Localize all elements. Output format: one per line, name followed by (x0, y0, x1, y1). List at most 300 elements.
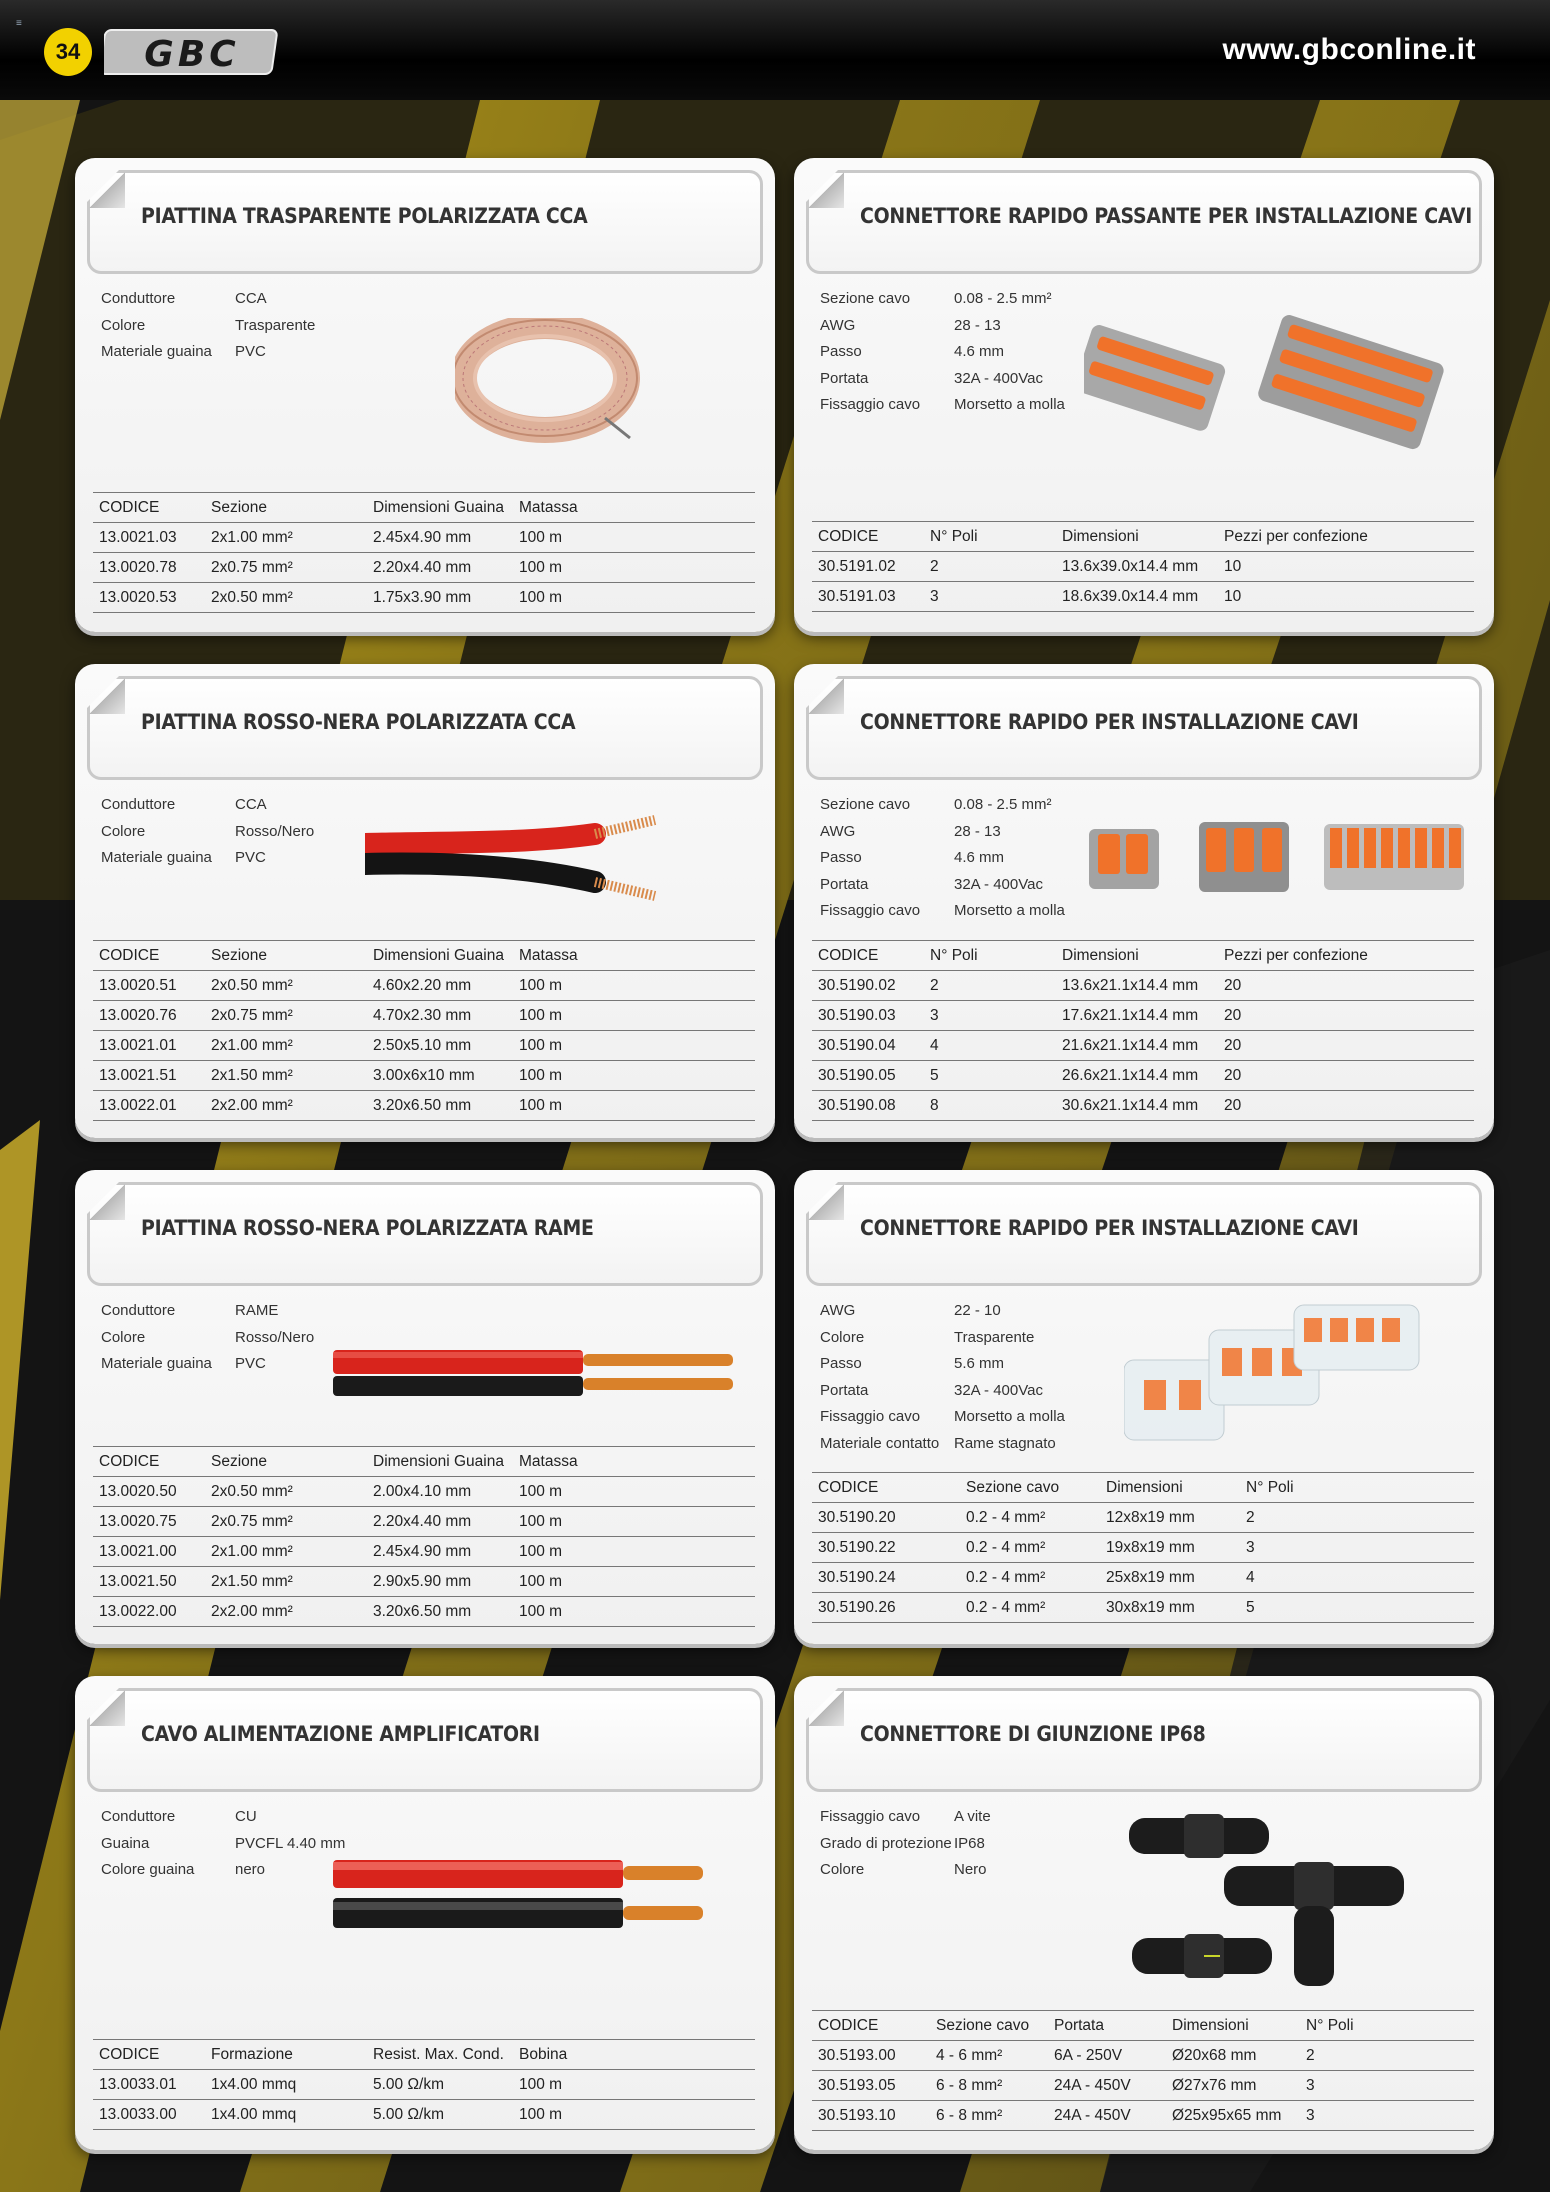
table-header-cell: Dimensioni (1172, 2017, 1249, 2034)
table-cell: 24A - 450V (1054, 2107, 1131, 2124)
table-cell: 24A - 450V (1054, 2077, 1131, 2094)
folded-corner (808, 678, 844, 714)
table-header-cell: CODICE (99, 947, 160, 964)
table-header (93, 2039, 755, 2069)
table-header-cell: Dimensioni Guaina (373, 947, 504, 964)
table-header (93, 940, 755, 970)
spec-value: 32A - 400Vac (954, 875, 1043, 893)
table-cell: 20 (1224, 1037, 1242, 1054)
table-cell: Ø27x76 mm (1172, 2077, 1257, 2094)
table-row (812, 1090, 1474, 1121)
table-cell: 100 m (519, 1513, 563, 1530)
spec-value: 4.6 mm (954, 343, 1005, 360)
table-header-cell: Sezione cavo (966, 1479, 1060, 1496)
spec-value: 32A - 400Vac (954, 1381, 1043, 1399)
product-title: CONNETTORE RAPIDO PASSANTE PER INSTALLAZIONE CAVI (860, 204, 1473, 228)
table-cell: 18.6x39.0x14.4 mm (1062, 588, 1199, 605)
table-header-cell: CODICE (99, 2046, 160, 2063)
table-cell: 2x2.00 mm² (211, 1097, 293, 1114)
table-header-cell: CODICE (818, 2017, 879, 2034)
table-cell: 13.0021.51 (99, 1067, 177, 1084)
spec-value: PVCFL 4.40 mm (235, 1834, 346, 1852)
table-cell: 100 m (519, 1483, 563, 1500)
table-row (93, 1476, 755, 1506)
table-cell: 19x8x19 mm (1106, 1539, 1195, 1556)
table-cell: 4.70x2.30 mm (373, 1007, 472, 1024)
table-cell: 13.0020.76 (99, 1007, 177, 1024)
table-cell: 13.0033.01 (99, 2076, 177, 2093)
pass-through-connector-image (1084, 303, 1474, 473)
table-header (812, 940, 1474, 970)
table-cell: 13.0021.03 (99, 529, 177, 546)
product-title: CAVO ALIMENTAZIONE AMPLIFICATORI (141, 1722, 540, 1746)
table-cell: 4 (930, 1037, 939, 1054)
spec-label: Conduttore (101, 796, 176, 813)
table-cell: 3 (1246, 1539, 1255, 1556)
table-cell: 13.0022.00 (99, 1603, 177, 1620)
transparent-connector-image (1124, 1300, 1424, 1450)
table-cell: 13.6x21.1x14.4 mm (1062, 977, 1199, 994)
table-cell: Ø25x95x65 mm (1172, 2107, 1282, 2124)
spec-value: CU (235, 1808, 257, 1825)
product-card (75, 158, 775, 632)
table-cell: 0.2 - 4 mm² (966, 1599, 1046, 1616)
table-cell: 26.6x21.1x14.4 mm (1062, 1067, 1199, 1084)
table-cell: 100 m (519, 1603, 563, 1620)
table-header-cell: Dimensioni Guaina (373, 1453, 504, 1470)
lever-connector-image (1084, 804, 1474, 914)
table-cell: 30.5193.10 (818, 2107, 896, 2124)
product-title: CONNETTORE RAPIDO PER INSTALLAZIONE CAVI (860, 710, 1359, 734)
table-cell: 13.6x39.0x14.4 mm (1062, 558, 1199, 575)
spec-value: Trasparente (954, 1328, 1035, 1346)
spec-label: Conduttore (101, 1302, 176, 1319)
table-cell: 1x4.00 mmq (211, 2106, 297, 2123)
folded-corner (808, 1184, 844, 1220)
table-cell: 2 (930, 558, 939, 575)
spec-list (820, 1804, 991, 1884)
table-cell: 2x0.75 mm² (211, 559, 293, 576)
table-cell: 0.2 - 4 mm² (966, 1569, 1046, 1586)
spec-label: Portata (820, 875, 869, 893)
table-header (93, 1446, 755, 1476)
gbc-logo (104, 26, 280, 78)
spec-value: 28 - 13 (954, 822, 1001, 840)
table-cell: 0.2 - 4 mm² (966, 1509, 1046, 1526)
table-cell: 100 m (519, 589, 563, 606)
spec-list (101, 286, 315, 366)
table-cell: 30.6x21.1x14.4 mm (1062, 1097, 1199, 1114)
folded-corner (808, 172, 844, 208)
table-cell: 25x8x19 mm (1106, 1569, 1195, 1586)
table-header-cell: Sezione (211, 1453, 268, 1470)
table-cell: 30.5190.04 (818, 1037, 896, 1054)
product-table (93, 492, 755, 613)
table-cell: 4 (1246, 1569, 1255, 1586)
product-card (75, 1676, 775, 2150)
table-row (93, 1596, 755, 1627)
spec-label: Fissaggio cavo (820, 396, 921, 413)
spec-label: Portata (820, 1381, 869, 1399)
table-cell: 13.0022.01 (99, 1097, 177, 1114)
table-row (93, 1506, 755, 1536)
table-row (93, 522, 755, 552)
table-cell: 2 (930, 977, 939, 994)
table-cell: 13.0020.53 (99, 589, 177, 606)
spec-value: Rosso/Nero (235, 1328, 315, 1346)
table-cell: 17.6x21.1x14.4 mm (1062, 1007, 1199, 1024)
table-cell: 1.75x3.90 mm (373, 589, 472, 606)
folded-corner (89, 1690, 125, 1726)
spec-label: Materiale contatto (820, 1434, 940, 1452)
table-header (812, 521, 1474, 551)
table-header-cell: CODICE (99, 1453, 160, 1470)
table-cell: 5 (1246, 1599, 1255, 1616)
table-cell: 20 (1224, 1097, 1242, 1114)
table-cell: 8 (930, 1097, 939, 1114)
table-header-cell: Pezzi per confezione (1224, 528, 1368, 545)
product-table (93, 2039, 755, 2130)
table-row (93, 1090, 755, 1121)
product-title: PIATTINA ROSSO-NERA POLARIZZATA RAME (141, 1216, 594, 1240)
table-header-cell: N° Poli (930, 528, 978, 545)
table-cell: 2x0.75 mm² (211, 1007, 293, 1024)
product-table (812, 940, 1474, 1121)
spec-label: Materiale guaina (101, 343, 212, 360)
table-header-cell: Formazione (211, 2046, 293, 2063)
table-cell: 6 - 8 mm² (936, 2107, 1003, 2124)
table-cell: 2x0.50 mm² (211, 589, 293, 606)
table-cell: 10 (1224, 558, 1242, 575)
table-cell: 30.5190.05 (818, 1067, 896, 1084)
table-cell: 30.5190.26 (818, 1599, 896, 1616)
table-header-cell: N° Poli (1246, 1479, 1294, 1496)
table-cell: 2 (1306, 2047, 1315, 2064)
table-header (812, 1472, 1474, 1502)
table-row (93, 1000, 755, 1030)
table-header-cell: Portata (1054, 2017, 1104, 2034)
table-header-cell: Sezione cavo (936, 2017, 1030, 2034)
table-cell: 5 (930, 1067, 939, 1084)
table-cell: 2x1.50 mm² (211, 1067, 293, 1084)
spec-list (820, 792, 1065, 925)
table-cell: 2x2.00 mm² (211, 1603, 293, 1620)
website-url[interactable]: www.gbconline.it (1222, 33, 1476, 66)
table-row (812, 1592, 1474, 1623)
table-cell: 5.00 Ω/km (373, 2076, 445, 2093)
table-cell: 100 m (519, 1067, 563, 1084)
table-row (812, 2100, 1474, 2131)
table-row (812, 1562, 1474, 1592)
spec-value: 0.08 - 2.5 mm² (954, 796, 1052, 813)
spec-value: Nero (954, 1861, 987, 1878)
folded-corner (89, 1184, 125, 1220)
spec-list (101, 1298, 314, 1378)
table-cell: 3 (930, 588, 939, 605)
table-cell: 100 m (519, 1007, 563, 1024)
spec-label: Colore (101, 316, 146, 334)
table-cell: 100 m (519, 2076, 563, 2093)
table-cell: 2x1.00 mm² (211, 1543, 293, 1560)
folded-corner (808, 1690, 844, 1726)
spec-label: Materiale guaina (101, 1355, 212, 1372)
folded-corner (89, 678, 125, 714)
table-cell: 13.0020.78 (99, 559, 177, 576)
table-header-cell: Matassa (519, 1453, 578, 1470)
table-cell: 20 (1224, 977, 1242, 994)
spec-value: 28 - 13 (954, 316, 1001, 334)
table-header-cell: Dimensioni (1106, 1479, 1183, 1496)
table-row (93, 2069, 755, 2099)
spec-label: Colore (820, 1328, 865, 1346)
table-header-cell: Matassa (519, 499, 578, 516)
table-cell: 2x0.50 mm² (211, 1483, 293, 1500)
table-row (812, 2040, 1474, 2070)
table-header-cell: CODICE (818, 947, 879, 964)
spec-value: Trasparente (235, 316, 316, 334)
table-cell: 30.5190.22 (818, 1539, 896, 1556)
table-cell: 13.0021.00 (99, 1543, 177, 1560)
table-cell: 30.5190.24 (818, 1569, 896, 1586)
table-cell: 30x8x19 mm (1106, 1599, 1195, 1616)
table-header-cell: Sezione (211, 499, 268, 516)
spec-label: Conduttore (101, 290, 176, 307)
product-card (794, 158, 1494, 632)
spec-value: 0.08 - 2.5 mm² (954, 290, 1052, 307)
table-cell: 2x1.00 mm² (211, 1037, 293, 1054)
table-cell: 100 m (519, 1543, 563, 1560)
page-number: 34 (44, 28, 92, 76)
spec-label: Portata (820, 369, 869, 387)
table-cell: 13.0020.50 (99, 1483, 177, 1500)
table-row (93, 1566, 755, 1596)
spec-label: Passo (820, 849, 862, 866)
table-row (93, 970, 755, 1000)
table-cell: 10 (1224, 588, 1242, 605)
ip68-connector-image (1124, 1806, 1424, 1996)
table-cell: 100 m (519, 529, 563, 546)
table-cell: 3.00x6x10 mm (373, 1067, 475, 1084)
table-header-cell: Dimensioni (1062, 947, 1139, 964)
copper-cable-image (333, 1344, 743, 1414)
product-table (93, 940, 755, 1121)
spec-label: Sezione cavo (820, 796, 911, 813)
spec-value: CCA (235, 796, 267, 813)
table-cell: 13.0020.51 (99, 977, 177, 994)
spec-label: Passo (820, 343, 862, 360)
table-cell: 20 (1224, 1007, 1242, 1024)
table-cell: 1x4.00 mmq (211, 2076, 297, 2093)
product-title: CONNETTORE RAPIDO PER INSTALLAZIONE CAVI (860, 1216, 1359, 1240)
table-row (93, 2099, 755, 2130)
table-row (812, 2070, 1474, 2100)
spec-value: Rosso/Nero (235, 822, 315, 840)
product-card (794, 1170, 1494, 1644)
spec-label: Conduttore (101, 1808, 176, 1825)
table-header-cell: Bobina (519, 2046, 568, 2063)
spec-value: Morsetto a molla (954, 902, 1065, 919)
spec-label: Passo (820, 1355, 862, 1372)
product-card (75, 1170, 775, 1644)
table-cell: 2.45x4.90 mm (373, 529, 472, 546)
spec-label: AWG (820, 316, 856, 334)
table-header-cell: CODICE (99, 499, 160, 516)
table-header-cell: Dimensioni Guaina (373, 499, 504, 516)
spec-value: 5.6 mm (954, 1355, 1005, 1372)
product-card (75, 664, 775, 1138)
table-cell: 4 - 6 mm² (936, 2047, 1003, 2064)
table-row (93, 552, 755, 582)
spec-value: PVC (235, 343, 266, 360)
table-cell: 100 m (519, 2106, 563, 2123)
spec-list (101, 1804, 345, 1884)
table-cell: 2.90x5.90 mm (373, 1573, 472, 1590)
table-header-cell: Sezione (211, 947, 268, 964)
spec-label: Guaina (101, 1834, 150, 1852)
table-cell: 100 m (519, 977, 563, 994)
table-header-cell: CODICE (818, 528, 879, 545)
product-table (93, 1446, 755, 1627)
table-row (812, 1030, 1474, 1060)
table-cell: 30.5191.03 (818, 588, 896, 605)
table-row (93, 1536, 755, 1566)
spec-value: RAME (235, 1302, 279, 1319)
table-row (812, 1502, 1474, 1532)
product-table (812, 521, 1474, 612)
product-table (812, 2010, 1474, 2131)
table-header-cell: Resist. Max. Cond. (373, 2046, 504, 2063)
table-header-cell: N° Poli (930, 947, 978, 964)
table-cell: 2.20x4.40 mm (373, 559, 472, 576)
table-cell: 2x1.50 mm² (211, 1573, 293, 1590)
product-card (794, 1676, 1494, 2150)
spec-value: 32A - 400Vac (954, 369, 1043, 387)
menu-icon[interactable]: ≡ (16, 18, 22, 29)
spec-label: AWG (820, 1302, 856, 1319)
product-table (812, 1472, 1474, 1623)
table-cell: 2.45x4.90 mm (373, 1543, 472, 1560)
table-cell: 3.20x6.50 mm (373, 1603, 472, 1620)
spec-label: Colore (101, 1328, 146, 1346)
spec-value: 4.6 mm (954, 849, 1005, 866)
table-header-cell: Dimensioni (1062, 528, 1139, 545)
table-cell: 20 (1224, 1067, 1242, 1084)
spec-label: Materiale guaina (101, 849, 212, 866)
table-row (812, 581, 1474, 612)
table-cell: 2 (1246, 1509, 1255, 1526)
product-title: CONNETTORE DI GIUNZIONE IP68 (860, 1722, 1206, 1746)
coil-cable-image (455, 318, 645, 448)
table-row (812, 551, 1474, 581)
table-cell: 100 m (519, 1573, 563, 1590)
table-cell: 2.00x4.10 mm (373, 1483, 472, 1500)
table-header-cell: N° Poli (1306, 2017, 1354, 2034)
product-card (794, 664, 1494, 1138)
amplifier-cable-image (333, 1856, 713, 1936)
table-cell: 2x0.50 mm² (211, 977, 293, 994)
spec-label: Colore guaina (101, 1861, 195, 1878)
table-cell: 30.5190.08 (818, 1097, 896, 1114)
table-row (812, 1532, 1474, 1562)
table-cell: 2.20x4.40 mm (373, 1513, 472, 1530)
table-header-cell: CODICE (818, 1479, 879, 1496)
table-header (93, 492, 755, 522)
table-cell: 13.0021.50 (99, 1573, 177, 1590)
spec-list (820, 1298, 1065, 1457)
table-cell: 2x0.75 mm² (211, 1513, 293, 1530)
spec-label: Colore (820, 1861, 865, 1878)
table-cell: 12x8x19 mm (1106, 1509, 1195, 1526)
spec-value: CCA (235, 290, 267, 307)
table-cell: 13.0020.75 (99, 1513, 177, 1530)
table-cell: 30.5190.03 (818, 1007, 896, 1024)
table-cell: 13.0021.01 (99, 1037, 177, 1054)
spec-value: Morsetto a molla (954, 396, 1065, 413)
table-cell: 2x1.00 mm² (211, 529, 293, 546)
spec-value: IP68 (954, 1834, 985, 1852)
table-cell: 30.5193.05 (818, 2077, 896, 2094)
spec-list (101, 792, 314, 872)
spec-label: Fissaggio cavo (820, 902, 921, 919)
spec-label: Sezione cavo (820, 290, 911, 307)
spec-value: 22 - 10 (954, 1302, 1001, 1319)
table-cell: 6 - 8 mm² (936, 2077, 1003, 2094)
table-cell: 30.5190.20 (818, 1509, 896, 1526)
spec-label: Fissaggio cavo (820, 1408, 921, 1425)
table-cell: 3 (1306, 2107, 1315, 2124)
table-cell: 21.6x21.1x14.4 mm (1062, 1037, 1199, 1054)
table-header (812, 2010, 1474, 2040)
table-cell: 3 (1306, 2077, 1315, 2094)
table-cell: 3.20x6.50 mm (373, 1097, 472, 1114)
table-cell: 13.0033.00 (99, 2106, 177, 2123)
table-cell: 3 (930, 1007, 939, 1024)
spec-value: A vite (954, 1808, 991, 1825)
spec-label: AWG (820, 822, 856, 840)
spec-value: Rame stagnato (954, 1434, 1056, 1452)
folded-corner (89, 172, 125, 208)
table-cell: Ø20x68 mm (1172, 2047, 1257, 2064)
table-header-cell: Matassa (519, 947, 578, 964)
table-row (93, 582, 755, 613)
spec-label: Colore (101, 822, 146, 840)
table-cell: 4.60x2.20 mm (373, 977, 472, 994)
product-title: PIATTINA ROSSO-NERA POLARIZZATA CCA (141, 710, 576, 734)
svg-text:GBC: GBC (144, 34, 240, 75)
table-cell: 6A - 250V (1054, 2047, 1123, 2064)
table-cell: 30.5190.02 (818, 977, 896, 994)
table-cell: 5.00 Ω/km (373, 2106, 445, 2123)
table-cell: 0.2 - 4 mm² (966, 1539, 1046, 1556)
table-cell: 100 m (519, 559, 563, 576)
red-black-cable-image (365, 804, 685, 924)
table-row (812, 1060, 1474, 1090)
table-row (812, 1000, 1474, 1030)
spec-value: PVC (235, 849, 266, 866)
spec-value: Morsetto a molla (954, 1408, 1065, 1425)
spec-value: PVC (235, 1355, 266, 1372)
table-row (93, 1030, 755, 1060)
table-cell: 100 m (519, 1097, 563, 1114)
table-cell: 2.50x5.10 mm (373, 1037, 472, 1054)
table-row (93, 1060, 755, 1090)
spec-label: Grado di protezione (820, 1834, 952, 1852)
table-row (812, 970, 1474, 1000)
table-cell: 30.5191.02 (818, 558, 896, 575)
spec-label: Fissaggio cavo (820, 1808, 921, 1825)
table-cell: 30.5193.00 (818, 2047, 896, 2064)
spec-value: nero (235, 1861, 266, 1878)
